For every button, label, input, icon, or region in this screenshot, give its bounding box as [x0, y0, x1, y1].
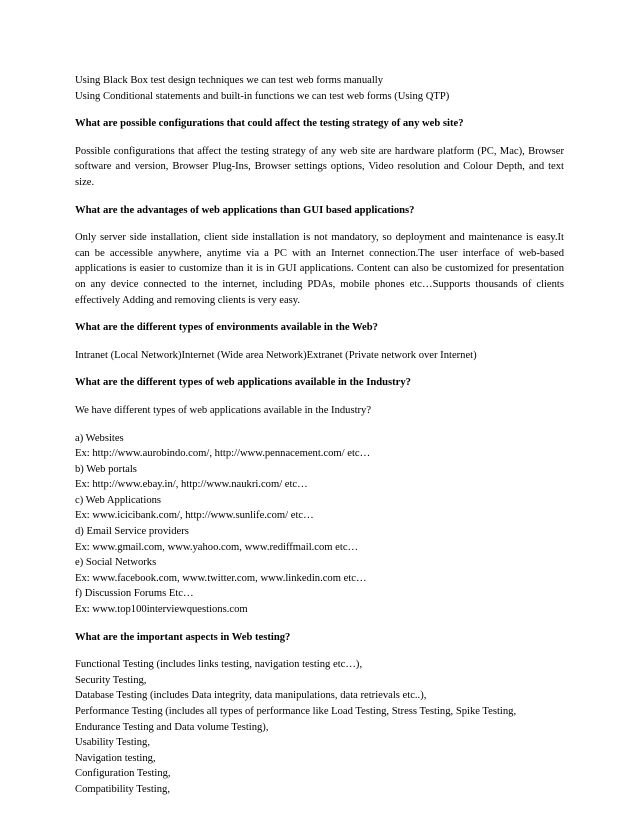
- list-item: Security Testing,: [75, 674, 147, 686]
- question-heading-advantages: What are the advantages of web applications than GUI based applications?: [75, 204, 415, 216]
- list-item: Performance Testing (includes all types of performance like Load Testing, Stress Testing, Spike Testing,: [75, 706, 517, 717]
- document-page: [75, 73, 564, 810]
- answer-application-types-intro: We have different types of web applications available in the Industry?: [75, 404, 372, 416]
- question-heading-configurations: What are possible configurations that could affect the testing strategy of any web site?: [75, 118, 464, 130]
- answer-advantages: Only server side installation, client side installation is not mandatory, so deployment and maintenance is easy.It can be accessible anywhere, anytime via a PC with an Internet connection.The user interface of web-based applications is easier to customize than it is in GUI applications. Content can also be customized for presentation on any device connected to the internet, including PDAs, mobile phones etc…Supports thousands of clients effectively Adding and removing clients is very easy.: [75, 232, 564, 306]
- intro-block: [75, 73, 564, 104]
- answer-environments: Intranet (Local Network)Internet (Wide area Network)Extranet (Private network over Internet): [75, 349, 477, 361]
- list-item: Endurance Testing and Data volume Testing),: [75, 721, 269, 733]
- intro-line-1: Using Black Box test design techniques we can test web forms manually: [75, 75, 384, 86]
- list-item: Ex: http://www.ebay.in/, http://www.naukri.com/ etc…: [75, 479, 308, 491]
- list-item: f) Discussion Forums Etc…: [75, 588, 194, 600]
- application-types-list: [75, 431, 564, 618]
- question-heading-application-types: What are the different types of web applications available in the Industry?: [75, 377, 411, 389]
- list-item: Database Testing (includes Data integrity, data manipulations, data retrievals etc..),: [75, 690, 427, 702]
- list-item: Functional Testing (includes links testing, navigation testing etc…),: [75, 659, 363, 671]
- answer-configurations: Possible configurations that affect the testing strategy of any web site are hardware platform (PC, Mac), Browser software and version, Browser Plug-Ins, Browser settings options, Video resolution and Colour Depth, and text size.: [75, 145, 564, 188]
- question-heading-web-testing-aspects: What are the important aspects in Web testing?: [75, 631, 291, 643]
- list-item: e) Social Networks: [75, 557, 157, 569]
- question-heading-environments: What are the different types of environments available in the Web?: [75, 322, 378, 334]
- list-item: Ex: www.icicibank.com/, http://www.sunlife.com/ etc…: [75, 510, 314, 522]
- list-item: Ex: www.gmail.com, www.yahoo.com, www.rediffmail.com etc…: [75, 541, 359, 553]
- intro-line-2: Using Conditional statements and built-in functions we can test web forms (Using QTP): [75, 90, 450, 102]
- web-testing-aspects-list: [75, 657, 564, 797]
- list-item: Configuration Testing,: [75, 768, 171, 780]
- list-item: Compatibility Testing,: [75, 783, 170, 795]
- list-item: b) Web portals: [75, 463, 137, 475]
- list-item: Usability Testing,: [75, 737, 150, 749]
- list-item: Ex: http://www.aurobindo.com/, http://www.pennacement.com/ etc…: [75, 448, 371, 460]
- list-item: Ex: www.top100interviewquestions.com: [75, 604, 248, 616]
- list-item: Ex: www.facebook.com, www.twitter.com, www.linkedin.com etc…: [75, 572, 367, 584]
- list-item: Navigation testing,: [75, 752, 156, 764]
- list-item: d) Email Service providers: [75, 526, 189, 538]
- list-item: a) Websites: [75, 432, 124, 444]
- list-item: c) Web Applications: [75, 494, 162, 506]
